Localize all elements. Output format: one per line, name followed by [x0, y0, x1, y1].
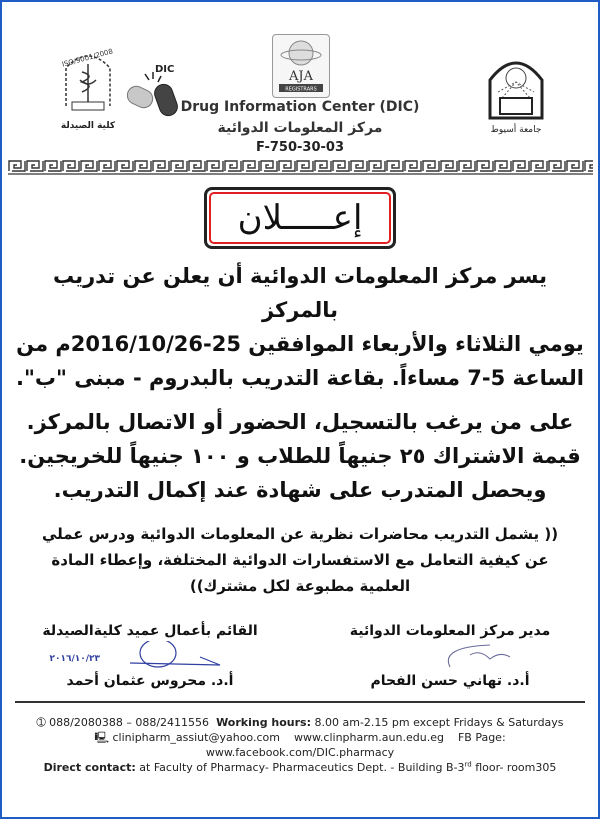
contact-room: floor- room305	[471, 761, 557, 774]
footer-line-1	[15, 715, 585, 730]
hours-label: Working hours:	[216, 716, 311, 729]
signature-name: أ.د. محروس عثمان أحمد	[66, 673, 234, 689]
center-title-block	[140, 98, 460, 157]
footer-divider	[15, 701, 585, 703]
aja-text: AJA	[289, 69, 313, 84]
text-line: عن كيفية التعامل مع الاستفسارات الدوائية المختلفة، وإعطاء المادة	[51, 551, 549, 569]
footer-contact	[15, 715, 585, 775]
email-link[interactable]: clinipharm_assiut@yahoo.com	[112, 731, 280, 744]
form-code: F-750-30-03	[256, 140, 344, 155]
greek-key-divider	[8, 159, 593, 175]
handwritten-signature	[30, 641, 270, 671]
header	[0, 0, 600, 157]
signature-title: مدير مركز المعلومات الدوائية	[349, 623, 551, 639]
faculty-of-pharmacy-logo	[52, 44, 124, 132]
fb-label: FB Page:	[457, 731, 506, 744]
aja-registrars-logo	[272, 34, 330, 98]
center-title-ar: مركز المعلومات الدوائية	[217, 120, 383, 136]
iso-text: ISO/9001/2008	[61, 47, 114, 69]
footer-line-4	[15, 760, 585, 775]
announcement-heading-box	[204, 187, 396, 249]
contact-address: at Faculty of Pharmacy- Pharmaceutics Dept. - Building B-3	[139, 761, 465, 774]
text-line: قيمة الاشتراك ٢٥ جنيهاً للطلاب و ١٠٠ جنيهاً للخريجين.	[19, 444, 581, 468]
text-line: يسر مركز المعلومات الدوائية أن يعلن عن تدريب بالمركز	[52, 264, 548, 322]
contact-label: Direct contact:	[43, 761, 136, 774]
announcement-heading: إعـــــلان	[209, 192, 391, 244]
phone-icon: ➀	[36, 716, 46, 729]
text-line: العلمية مطبوعة لكل مشترك))	[189, 577, 411, 595]
text-line: يومي الثلاثاء والأربعاء الموافقين 25-2016/10/26م من	[16, 332, 584, 356]
text-line: على من يرغب بالتسجيل، الحضور أو الاتصال بالمركز.	[26, 410, 574, 434]
signature-title: القائم بأعمال عميد كليةالصيدلة	[42, 623, 258, 639]
announcement-paragraph-1	[15, 259, 585, 395]
website-link[interactable]: www.clinpharm.aun.edu.eg	[293, 731, 444, 744]
signature-name: أ.د. تهاني حسن الفحام	[370, 673, 530, 689]
dic-pill-logo	[125, 60, 185, 120]
computer-icon: 🖳	[94, 731, 109, 744]
registrars-text: REGISTRARS	[285, 86, 317, 93]
faculty-logo-caption: كلية الصيدلة	[60, 121, 116, 131]
dic-logo-text: DIC	[155, 64, 175, 75]
text-line: الساعة 5-7 مساءاً. بقاعة التدريب بالبدروم - مبنى "ب".	[16, 366, 584, 390]
text-line: ويحصل المتدرب على شهادة عند إكمال التدريب.	[53, 478, 547, 502]
handwritten-signature	[330, 641, 570, 671]
facebook-link[interactable]: www.facebook.com/DIC.pharmacy	[205, 746, 395, 759]
announcement-paragraph-3	[15, 521, 585, 599]
phone-number: 088/2080388 – 088/2411556	[49, 716, 210, 729]
signature-dean	[20, 621, 280, 691]
assiut-university-logo	[482, 52, 550, 136]
center-title-en: Drug Information Center (DIC)	[180, 99, 420, 115]
text-line: (( يشمل التدريب محاضرات نظرية عن المعلومات الدوائية ودرس عملي	[41, 525, 559, 543]
signatures	[20, 621, 580, 691]
ordinal-suffix: rd	[464, 760, 472, 769]
announcement-paragraph-2	[15, 405, 585, 507]
signature-date: ٢٠١٦/١٠/٢٣	[49, 654, 100, 664]
footer-line-2	[15, 730, 585, 745]
working-hours: 8.00 am-2.15 pm except Fridays & Saturdays	[314, 716, 564, 729]
assiut-logo-caption: جامعة أسيوط	[490, 125, 542, 135]
signature-director	[320, 621, 580, 691]
